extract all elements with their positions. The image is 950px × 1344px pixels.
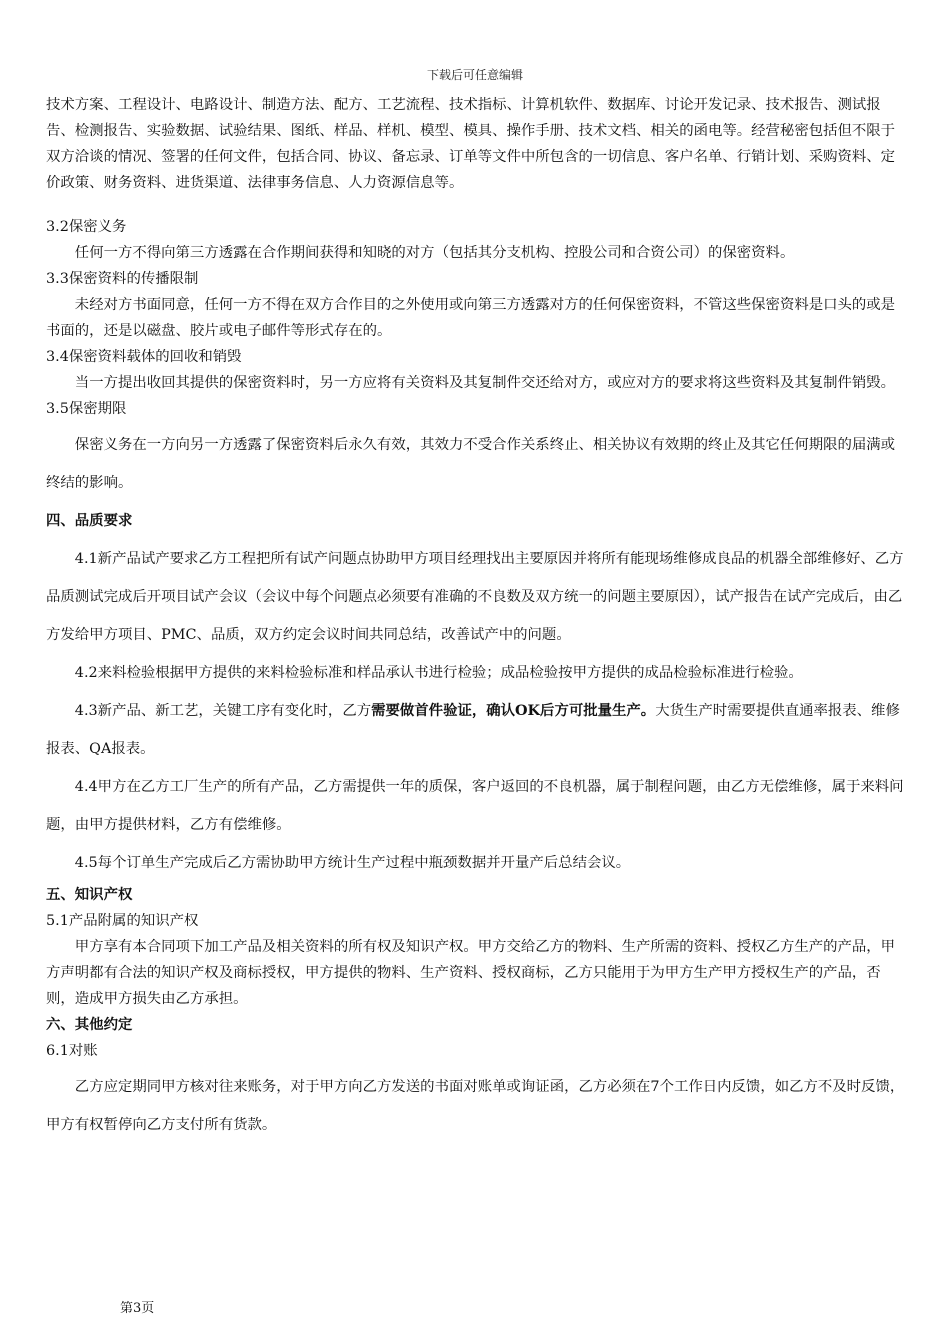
- page-header: 下载后可任意编辑: [426, 68, 523, 82]
- section-3-2-title: 3.2保密义务: [46, 219, 127, 235]
- section-4-2: 4.2来料检验根据甲方提供的来料检验标准和样品承认书进行检验；成品检验按甲方提供的成品检验标准进行检验。: [74, 665, 803, 681]
- section-6-1-body: 乙方应定期同甲方核对往来账务，对于甲方向乙方发送的书面对账单或询证函，乙方必须在7个工作日内反馈，如乙方不及时反馈，甲方有权暂停向乙方支付所有货款。: [46, 1079, 905, 1133]
- section-4-3-text-c: 大货生产时需要提供直通率报表、维修报表、QA报表。: [46, 703, 900, 757]
- section-3-4-body: 当一方提出收回其提供的保密资料时，另一方应将有关资料及其复制件交还给对方，或应对方的要求将这些资料及其复制件销毁。: [74, 375, 896, 391]
- section-3-3-title: 3.3保密资料的传播限制: [46, 271, 199, 287]
- section-4-3-bold: 需要做首件验证，确认OK后方可批量生产。: [371, 702, 656, 719]
- section-3-4-title: 3.4保密资料载体的回收和销毁: [46, 349, 242, 365]
- section-3-3-body: 未经对方书面同意，任何一方不得在双方合作目的之外使用或向第三方透露对方的任何保密资料，不管这些保密资料是口头的或是书面的，还是以磁盘、胶片或电子邮件等形式存在的。: [46, 297, 896, 339]
- intro-paragraph: 技术方案、工程设计、电路设计、制造方法、配方、工艺流程、技术指标、计算机软件、数据库、讨论开发记录、技术报告、测试报告、检测报告、实验数据、试验结果、图纸、样品、样机、模型、模具、操作手册、技术文档、相关的函电等。经营秘密包括但不限于双方洽谈的情况、签署的任何文件，包括合同、协议、备忘录、订单等文件中所包含的一切信息、客户名单、行销计划、采购资料、定价政策、财务资料、进货渠道、法律事务信息、人力资源信息等。: [46, 97, 896, 191]
- document-body: [46, 92, 908, 1144]
- section-5-1-body: 甲方享有本合同项下加工产品及相关资料的所有权及知识产权。甲方交给乙方的物料、生产所需的资料、授权乙方生产的产品，甲方声明都有合法的知识产权及商标授权，甲方提供的物料、生产资料、授权商标，乙方只能用于为甲方生产甲方授权生产的产品，否则，造成甲方损失由乙方承担。: [46, 939, 896, 1007]
- page-number: 第3页: [120, 1301, 155, 1316]
- section-4-5: 4.5每个订单生产完成后乙方需协助甲方统计生产过程中瓶颈数据并开量产后总结会议。: [74, 855, 631, 871]
- section-5-1-title: 5.1产品附属的知识产权: [46, 913, 199, 929]
- section-4-heading: 四、品质要求: [46, 513, 133, 529]
- section-3-5-title: 3.5保密期限: [46, 401, 127, 417]
- section-4-4: 4.4甲方在乙方工厂生产的所有产品，乙方需提供一年的质保，客户返回的不良机器，属于制程问题，由乙方无偿维修，属于来料问题，由甲方提供材料，乙方有偿维修。: [46, 779, 904, 833]
- section-6-1-title: 6.1对账: [46, 1043, 98, 1059]
- section-4-1: 4.1新产品试产要求乙方工程把所有试产问题点协助甲方项目经理找出主要原因并将所有能现场维修成良品的机器全部维修好、乙方品质测试完成后开项目试产会议（会议中每个问题点必须要有准确的不良数及双方统一的问题主要原因），试产报告在试产完成后，由乙方发给甲方项目、PMC、品质，双方约定会议时间共同总结，改善试产中的问题。: [46, 551, 904, 643]
- section-3-5-body: 保密义务在一方向另一方透露了保密资料后永久有效，其效力不受合作关系终止、相关协议有效期的终止及其它任何期限的届满或终结的影响。: [46, 437, 896, 491]
- section-3-2-body: 任何一方不得向第三方透露在合作期间获得和知晓的对方（包括其分支机构、控股公司和合资公司）的保密资料。: [74, 245, 795, 261]
- section-6-heading: 六、其他约定: [46, 1017, 133, 1033]
- section-5-heading: 五、知识产权: [46, 887, 133, 903]
- section-4-3-text-a: 4.3新产品、新工艺，关键工序有变化时，乙方: [74, 703, 372, 719]
- section-4-3: [46, 692, 908, 768]
